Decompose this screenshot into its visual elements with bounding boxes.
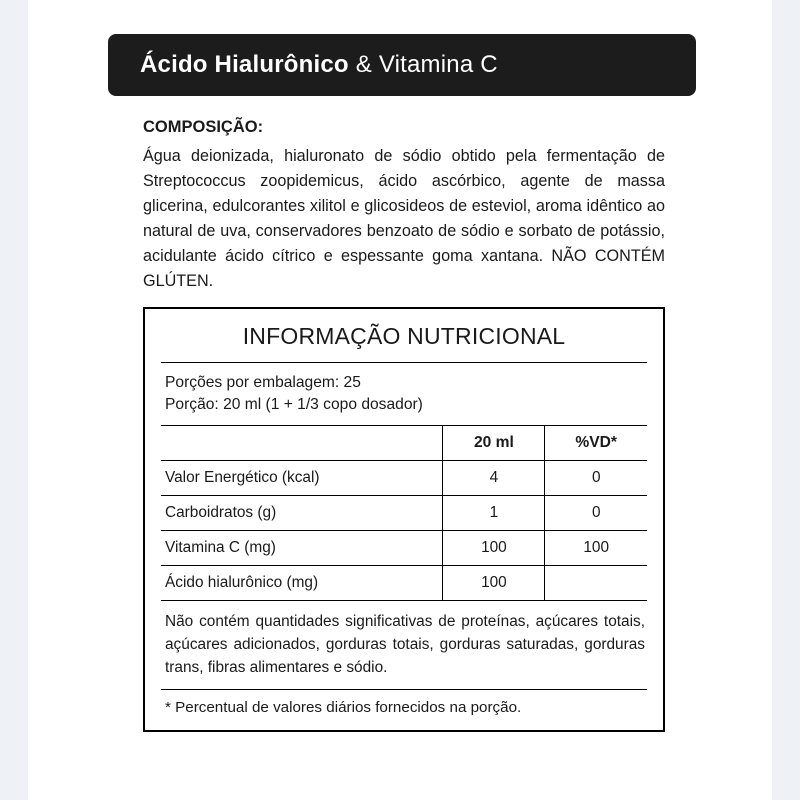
table-header-row: [161, 426, 647, 461]
nutrition-table-head: [161, 426, 647, 461]
product-title-secondary: & Vitamina C: [355, 51, 498, 78]
nutrient-name: Carboidratos (g): [161, 496, 443, 531]
product-title-primary: Ácido Hialurônico: [140, 51, 349, 78]
column-header-nutrient: [161, 426, 443, 461]
nutrient-amount: 4: [443, 461, 545, 496]
nutrition-table: [161, 425, 647, 600]
composition-section: [143, 118, 665, 294]
right-edge-strip: [772, 0, 800, 800]
nutrient-daily-value: [545, 566, 647, 601]
product-title-bar: [108, 34, 696, 96]
nutrient-daily-value: 100: [545, 531, 647, 566]
nutrient-daily-value: 0: [545, 496, 647, 531]
serving-info: [161, 363, 647, 425]
nutrient-name: Valor Energético (kcal): [161, 461, 443, 496]
composition-text: Água deionizada, hialuronato de sódio obtido pela fermentação de Streptococcus zoopidemicus, ácido ascórbico, agente de massa glicerina, edulcorantes xilitol e glicosideos de esteviol, aroma idêntico ao natural de uva, conservadores benzoato de sódio e sorbato de potássio, acidulante ácido cítrico e espessante goma xantana. NÃO CONTÉM GLÚTEN.: [143, 147, 665, 290]
nutrient-name: Ácido hialurônico (mg): [165, 574, 319, 591]
servings-per-package: Porções por embalagem: 25: [165, 374, 361, 391]
nutrition-note: Não contém quantidades significativas de proteínas, açúcares totais, açúcares adicionados, gorduras totais, gorduras saturadas, gorduras trans, fibras alimentares e sódio.: [165, 613, 645, 676]
label-content: [28, 0, 772, 800]
table-row: [161, 496, 647, 531]
column-header-amount: 20 ml: [443, 426, 545, 461]
nutrient-daily-value: 0: [545, 461, 647, 496]
serving-size: Porção: 20 ml (1 + 1/3 copo dosador): [165, 396, 423, 413]
table-row: [161, 531, 647, 566]
table-row: [161, 461, 647, 496]
nutrient-amount: 1: [443, 496, 545, 531]
nutrient-name: Vitamina C (mg): [161, 531, 443, 566]
composition-heading: COMPOSIÇÃO:: [143, 118, 264, 136]
nutrition-table-body: [161, 461, 647, 601]
daily-value-footnote: * Percentual de valores diários fornecidos na porção.: [165, 699, 522, 716]
left-edge-strip: [0, 0, 28, 800]
table-row: [161, 566, 647, 601]
nutrient-amount: 100: [443, 566, 545, 601]
nutrition-title: INFORMAÇÃO NUTRICIONAL: [242, 323, 566, 349]
nutrient-amount: 100: [443, 531, 545, 566]
nutrition-facts-box: [143, 307, 665, 732]
column-header-daily-value: %VD*: [545, 426, 647, 461]
